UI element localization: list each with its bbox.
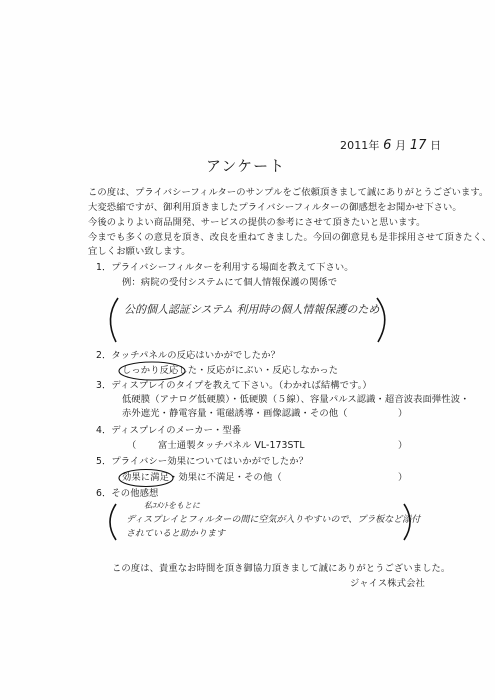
intro-line-3: 今後のよりよい商品開発、サービスの提供の参考にさせて頂きたいと思います。: [88, 217, 426, 228]
intro-line-2: 大変恐縮ですが、御利用頂きましたプライバシーフィルターの御感想をお聞かせ下さい。: [88, 202, 462, 213]
question-6-handwritten-line-3: されていると助かります: [126, 529, 226, 539]
date-month-suffix: 月: [395, 139, 407, 152]
q1-left-bracket: [110, 298, 118, 342]
company-name: ジャイス株式会社: [350, 578, 425, 589]
intro-line-4: 今までも多くの意見を頂き、改良を重ねてきました。今回の御意見も是非採用させて頂きたく、: [88, 232, 492, 243]
question-3-options-line-1: 低硬膜（アナログ低硬膜）・低硬膜（５線）、容量パルス認識・超音波表面弾性波・: [122, 394, 470, 405]
question-2: 2．タッチパネルの反応はいかがでしたか？: [96, 350, 280, 361]
question-2-options: しっかり反応した・反応がにぶい・反応しなかった: [122, 365, 339, 376]
question-4-answer: 富士通製タッチパネル VL-173STL: [158, 440, 305, 451]
question-5: 5．プライバシー効果についてはいかがでしたか？: [96, 456, 309, 467]
closing-message: この度は、貴重なお時間を頂き御協力頂きまして誠にありがとうございました。: [112, 563, 451, 574]
date-month-handwritten: 6: [383, 138, 392, 153]
question-4: 4．ディスプレイのメーカー・型番: [96, 425, 242, 436]
date-day-suffix: 日: [430, 139, 442, 152]
page-title: アンケート: [206, 157, 286, 175]
question-4-close-paren: ）: [398, 440, 408, 451]
question-3: 3．ディスプレイのタイプを教えて下さい。（わかれば結構です。）: [96, 380, 372, 391]
question-3-options-line-2: 赤外遮光・静電容量・電磁誘導・画像認識・その他（: [122, 408, 348, 419]
q6-right-bracket: [404, 504, 410, 540]
question-1-handwritten-answer: 公的個人認証システム 利用時の個人情報保護のため: [124, 303, 380, 316]
question-1-example: 例：病院の受付システムにて個人情報保護の関係で: [122, 277, 338, 288]
date-day-handwritten: 17: [409, 138, 427, 153]
q5-selected-circle: [119, 470, 173, 487]
intro-line-5: 宜しくお願い致します。: [88, 246, 191, 257]
question-3-close-paren: ）: [398, 408, 408, 419]
date-year: 2011年: [340, 139, 380, 152]
q2-selected-circle: [119, 362, 185, 380]
q6-left-bracket: [110, 504, 116, 540]
question-6: 6．その他感想: [96, 488, 159, 499]
intro-line-1: この度は、プライバシーフィルターのサンプルをご依頼頂きまして誠にありがとうございます。: [88, 187, 489, 198]
question-6-handwritten-line-2: ディスプレイとフィルターの間に空気が入りやすいので、プラ板など添付: [126, 515, 421, 525]
question-6-handwritten-line-1: 私ｺﾒﾝﾄをもとに: [144, 501, 200, 510]
question-4-open-paren: （: [127, 440, 137, 451]
question-1: 1．プライバシーフィルターを利用する場面を教えて下さい。: [96, 262, 354, 273]
question-5-options: 効果に満足・効果に不満足・その他（: [122, 472, 282, 483]
question-5-close-paren: ）: [398, 472, 408, 483]
q1-right-bracket: [377, 298, 385, 342]
